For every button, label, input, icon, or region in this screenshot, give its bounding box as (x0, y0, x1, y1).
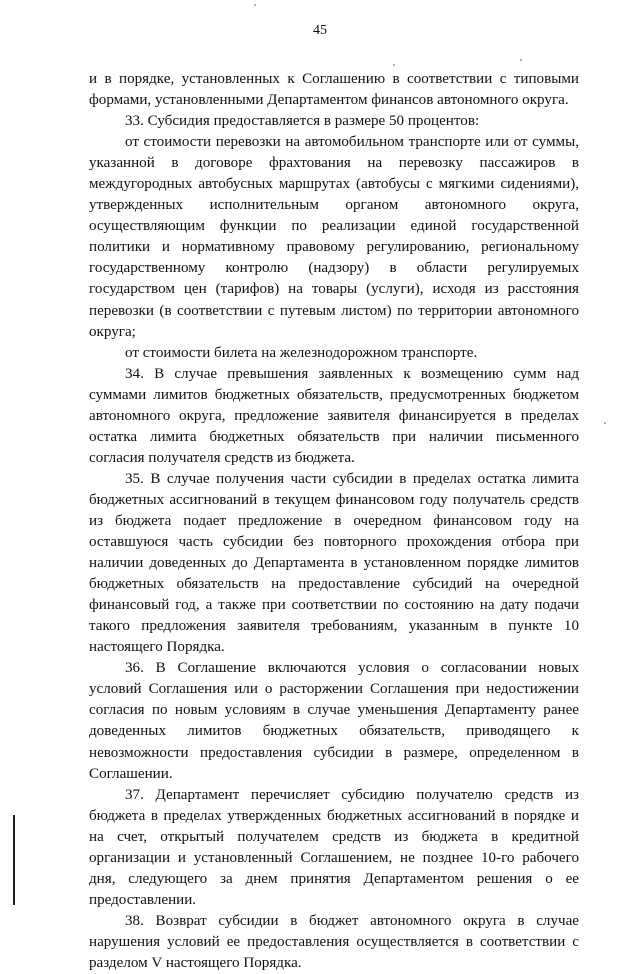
scan-speck (254, 4, 256, 6)
paragraph-35: 35. В случае получения части субсидии в пределах остатка лимита бюджетных ассигнований в текущем финансовом году получатель средств из бюджета подает предложение в очередном финансовом году на оставшуюся часть субсидии без повторного прохождения отбора при наличии доведенных до Департамента в установленном порядке лимитов бюджетных обязательств на предоставление субсидий на очередной финансовый год, а также при соответствии по состоянию на дату подачи такого предложения заявителя требованиям, указанным в пункте 10 настоящего Порядка. (89, 470, 579, 656)
scan-speck (393, 64, 395, 66)
paragraph-34: 34. В случае превышения заявленных к возмещению сумм над суммами лимитов бюджетных обязательств, предусмотренных бюджетом автономного округа, предложение заявителя финансируется в пределах остатка лимита бюджетных обязательств при наличии письменного согласия получателя средств из бюджета. (89, 365, 579, 466)
paragraph-33: 33. Субсидия предоставляется в размере 50 процентов: (125, 113, 480, 130)
paragraph-33-rail-transport: от стоимости билета на железнодорожном транспорте. (125, 344, 478, 361)
page-number: 45 (313, 23, 327, 38)
paragraph-36: 36. В Соглашение включаются условия о согласовании новых условий Соглашения или о расторжении Соглашения при недостижении согласия по новым условиям в случае уменьшения Департаменту ранее доведенных лимитов бюджетных обязательств, приводящего к невозможности предоставления субсидии в размере, определенном в Соглашении. (89, 660, 579, 782)
scan-speck (604, 422, 606, 424)
paragraph-37: 37. Департамент перечисляет субсидию получателю средств из бюджета в пределах утвержденных бюджетных ассигнований в порядке и на счет, открытый получателем средств из бюджета в кредитной организации и установленный Соглашением, не позднее 10-го рабочего дня, следующего за днем принятия Департаментом решения о ее предоставлении. (89, 786, 579, 908)
paragraph-33-road-transport: от стоимости перевозки на автомобильном транспорте или от суммы, указанной в договоре фрахтования на перевозку пассажиров в междугородных автобусных маршрутах (автобусы с мягкими сидениями), утвержденных исполнительным органом автономного округа, осуществляющим функции по реализации единой государственной политики и нормативному правовому регулированию, региональному государственному контролю (надзору) в области регулируемых государством цен (тарифов) на товары (услуги), исходя из расстояния перевозки (в соответствии с путевым листом) по территории автономного округа; (89, 134, 579, 340)
document-body (89, 69, 579, 974)
paragraph-continuation: и в порядке, установленных к Соглашению в соответствии с типовыми формами, установленными Департаментом финансов автономного округа. (89, 71, 579, 109)
scan-artifact (462, 22, 502, 36)
scan-speck (520, 59, 522, 61)
paragraph-38: 38. Возврат субсидии в бюджет автономного округа в случае нарушения условий ее предоставления осуществляется в соответствии с разделом V настоящего Порядка. (89, 912, 579, 971)
scan-edge-line (13, 815, 15, 905)
